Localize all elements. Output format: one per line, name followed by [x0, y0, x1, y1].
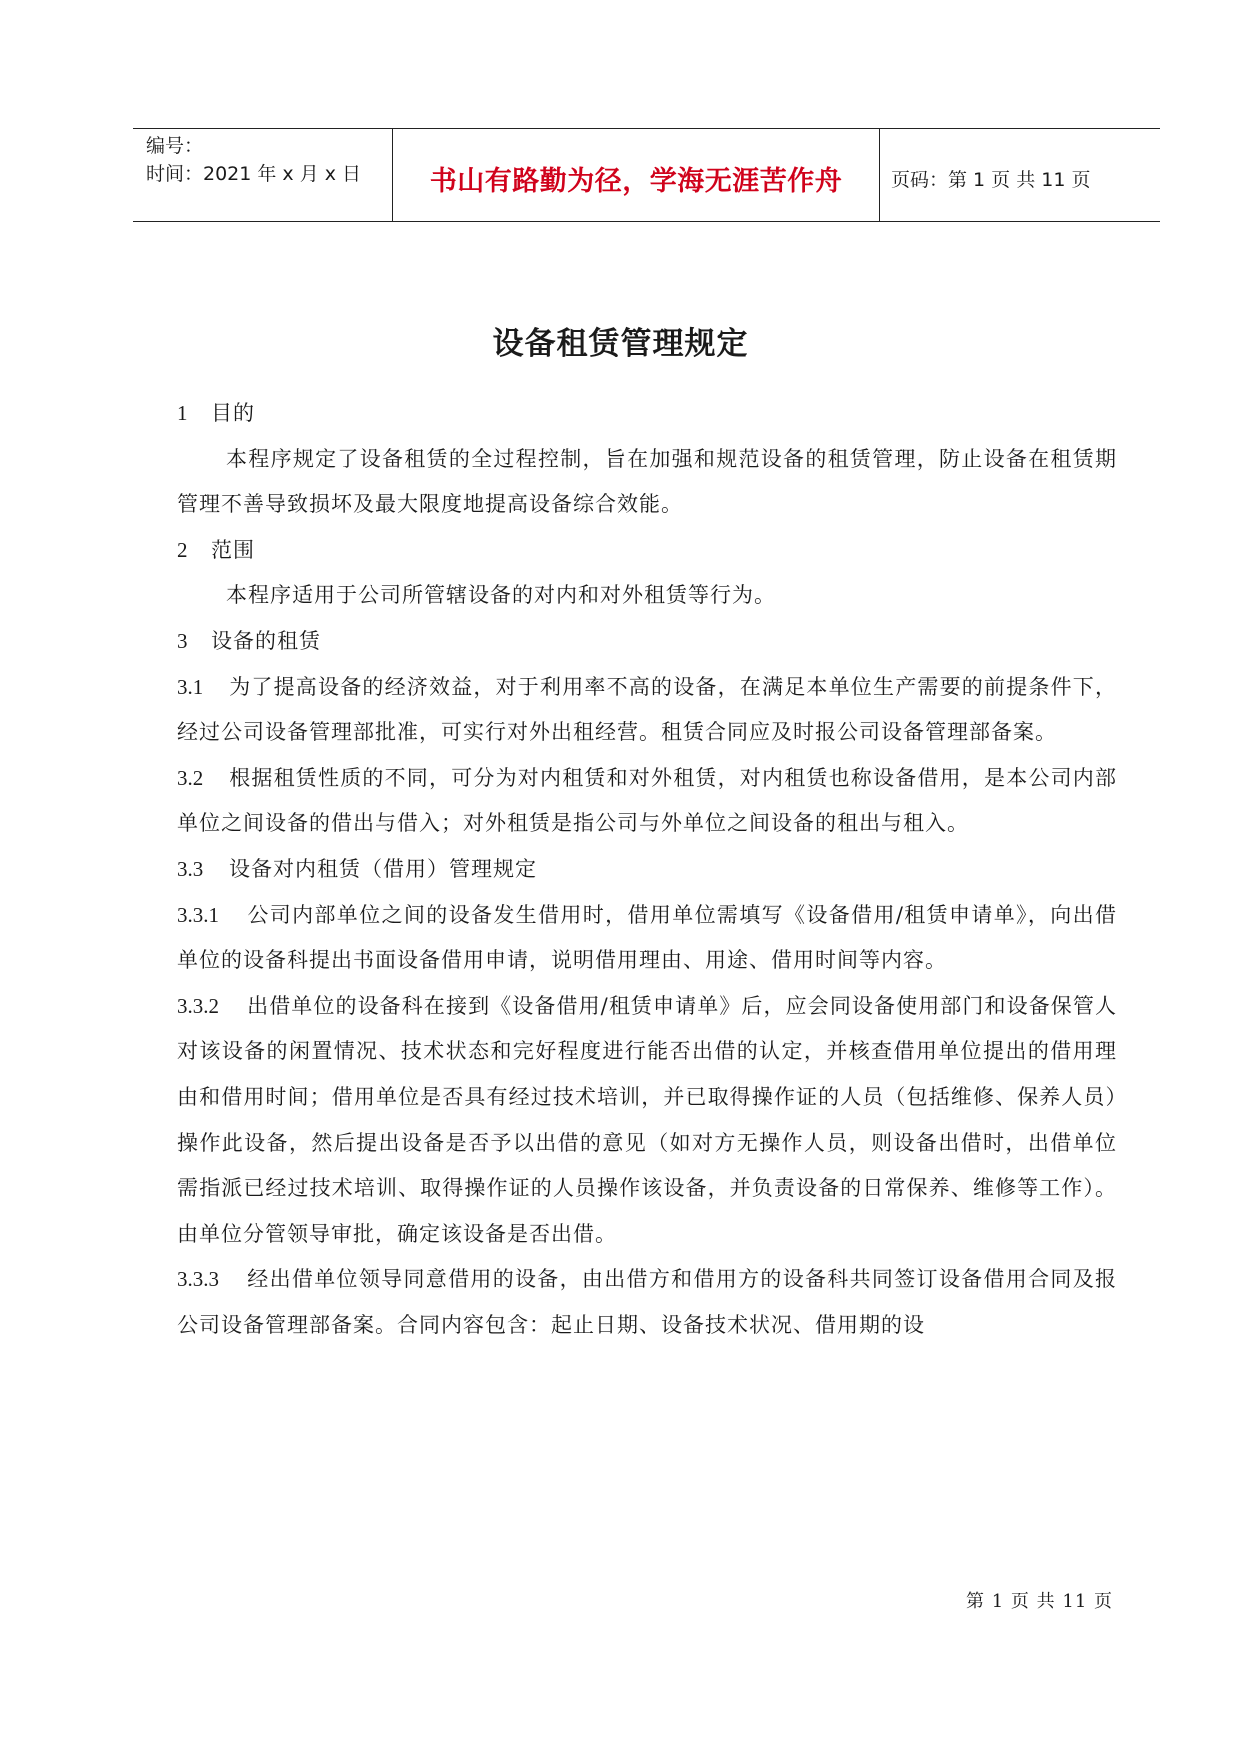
document-body [177, 391, 1117, 1348]
clause-3-2: 3.2 根据租赁性质的不同，可分为对内租赁和对外租赁，对内租赁也称设备借用，是本公司内部单位之间设备的借出与借入；对外租赁是指公司与外单位之间设备的租出与租入。 [177, 765, 1117, 836]
clause-3-3-3: 3.3.3 经出借单位领导同意借用的设备，由出借方和借用方的设备科共同签订设备借用合同及报公司设备管理部备案。合同内容包含：起止日期、设备技术状况、借用期的设 [177, 1267, 1117, 1337]
header-motto: 书山有路勤为径，学海无涯苦作舟 [429, 165, 843, 197]
clause-3-3-2: 3.3.2 出借单位的设备科在接到《设备借用/租赁申请单》后，应会同设备使用部门和设备保管人对该设备的闲置情况、技术状态和完好程度进行能否出借的认定，并核查借用单位提出的借用理由和借用时间；借用单位是否具有经过技术培训，并已取得操作证的人员（包括维修、保养人员）操作此设备，然后提出设备是否予以出借的意见（如对方无操作人员，则设备出借时，出借单位需指派已经过技术培训、取得操作证的人员操作该设备，并负责设备的日常保养、维修等工作）。由单位分管领导审批，确定该设备是否出借。 [177, 993, 1117, 1246]
document-number-label: 编号： [146, 135, 204, 157]
header-motto-cell [393, 129, 880, 221]
section-1-paragraph: 本程序规定了设备租赁的全过程控制，旨在加强和规范设备的租赁管理，防止设备在租赁期管理不善导致损坏及最大限度地提高设备综合效能。 [177, 446, 1117, 517]
section-heading-2: 2 范围 [177, 537, 255, 562]
footer-page-number: 第 1 页 共 11 页 [966, 1591, 1113, 1612]
header-page-cell [880, 129, 1160, 221]
document-time-label: 时间：2021 年 x 月 x 日 [146, 163, 362, 185]
clause-3-3: 3.3 设备对内租赁（借用）管理规定 [177, 856, 537, 881]
header-page-code: 页码：第 1 页 共 11 页 [891, 168, 1091, 191]
section-heading-1: 1 目的 [177, 401, 255, 425]
header-info-cell [133, 129, 393, 221]
clause-3-1: 3.1 为了提高设备的经济效益，对于利用率不高的设备，在满足本单位生产需要的前提条件下，经过公司设备管理部批准，可实行对外出租经营。租赁合同应及时报公司设备管理部备案。 [177, 674, 1117, 745]
document-title: 设备租赁管理规定 [492, 326, 749, 362]
clause-3-3-1: 3.3.1 公司内部单位之间的设备发生借用时，借用单位需填写《设备借用/租赁申请单》，向出借单位的设备科提出书面设备借用申请，说明借用理由、用途、借用时间等内容。 [177, 902, 1117, 973]
document-header [133, 128, 1160, 222]
section-heading-3: 3 设备的租赁 [177, 628, 321, 653]
section-2-paragraph: 本程序适用于公司所管辖设备的对内和对外租赁等行为。 [226, 583, 776, 608]
